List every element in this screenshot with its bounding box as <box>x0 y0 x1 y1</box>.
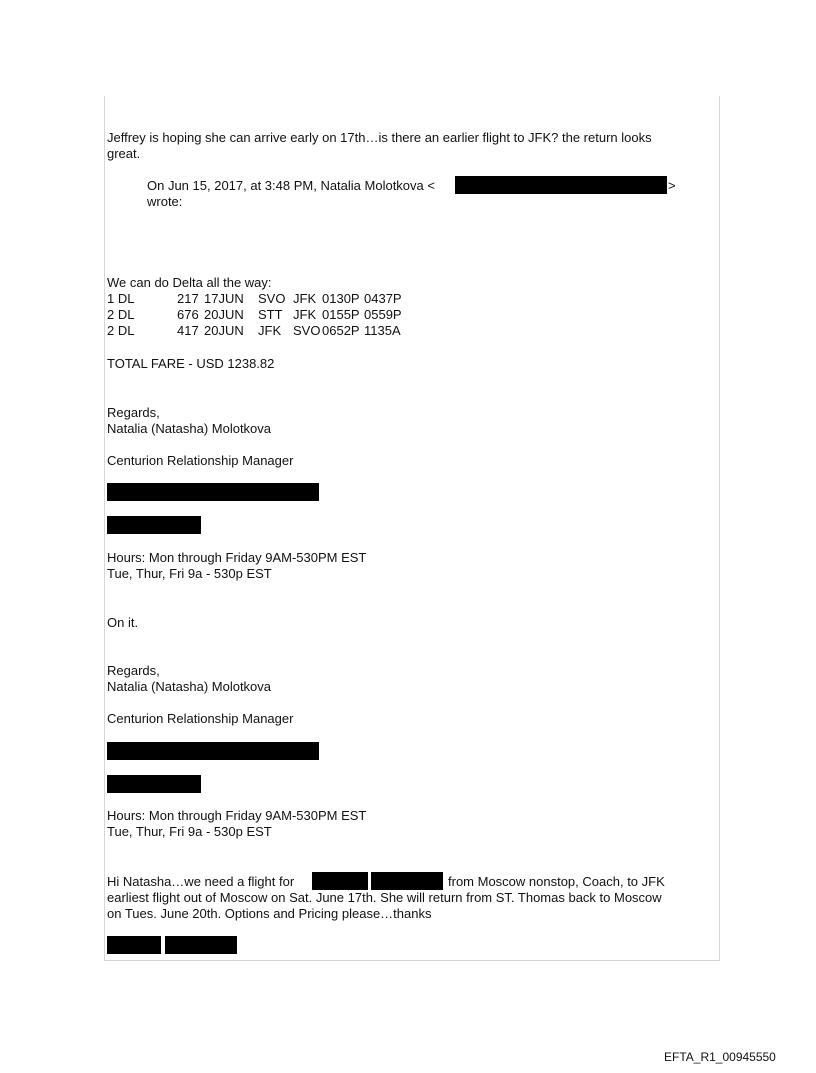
flight-destination: SVO <box>293 323 321 338</box>
signature-regards: Regards, <box>107 405 160 420</box>
flight-arrival: 1135A <box>364 323 401 338</box>
flight-row <box>107 291 427 307</box>
flight-number: 417 <box>177 323 199 338</box>
flight-destination: JFK <box>293 291 317 306</box>
signature-hours-2: Tue, Thur, Fri 9a - 530p EST <box>107 824 272 839</box>
flight-origin: STT <box>258 307 283 322</box>
total-fare: TOTAL FARE - USD 1238.82 <box>107 356 275 371</box>
redacted-last-name <box>371 872 443 890</box>
flight-segment: 1 DL <box>107 291 135 306</box>
flight-segment: 2 DL <box>107 307 135 322</box>
reply-line-1: Jeffrey is hoping she can arrive early on 17th…is there an earlier flight to JFK? the return looks <box>107 130 652 145</box>
flight-origin: JFK <box>258 323 282 338</box>
quote-header-suffix: > <box>668 178 676 193</box>
flight-segment: 2 DL <box>107 323 135 338</box>
flight-departure: 0130P <box>322 291 360 306</box>
flight-date: 17JUN <box>204 291 244 306</box>
document-id: EFTA_R1_00945550 <box>664 1050 776 1064</box>
flight-row <box>107 307 427 323</box>
redacted-email-address <box>455 176 667 194</box>
flight-number: 676 <box>177 307 199 322</box>
flight-date: 20JUN <box>204 307 244 322</box>
signature-name: Natalia (Natasha) Molotkova <box>107 679 272 694</box>
redacted-phone <box>107 775 201 793</box>
signature-name: Natalia (Natasha) Molotkova <box>107 421 272 436</box>
flight-destination: JFK <box>293 307 317 322</box>
redacted-contact-line <box>107 742 319 760</box>
signature-title: Centurion Relationship Manager <box>107 711 294 726</box>
redacted-first-name <box>312 872 368 890</box>
message-3-line-3: on Tues. June 20th. Options and Pricing please…thanks <box>107 906 432 921</box>
signature-hours-2: Tue, Thur, Fri 9a - 530p EST <box>107 566 272 581</box>
quote-header-line-2: wrote: <box>147 194 183 209</box>
flight-arrival: 0437P <box>364 291 402 306</box>
flight-departure: 0155P <box>322 307 360 322</box>
signature-hours-1: Hours: Mon through Friday 9AM-530PM EST <box>107 808 367 823</box>
flight-row <box>107 323 427 339</box>
flight-number: 217 <box>177 291 199 306</box>
redacted-sender-last <box>165 936 237 954</box>
flight-intro: We can do Delta all the way: <box>107 275 272 290</box>
flight-arrival: 0559P <box>364 307 402 322</box>
redacted-sender-first <box>107 936 161 954</box>
signature-regards: Regards, <box>107 663 160 678</box>
quote-header-prefix: On Jun 15, 2017, at 3:48 PM, Natalia Molotkova < <box>147 178 435 193</box>
signature-title: Centurion Relationship Manager <box>107 453 294 468</box>
message-3-line-2: earliest flight out of Moscow on Sat. June 17th. She will return from ST. Thomas back to Moscow <box>107 890 662 905</box>
signature-hours-1: Hours: Mon through Friday 9AM-530PM EST <box>107 550 367 565</box>
reply-line-2: great. <box>107 146 141 161</box>
message-2-body: On it. <box>107 615 139 630</box>
flight-origin: SVO <box>258 291 286 306</box>
message-3-line-1-prefix: Hi Natasha…we need a flight for <box>107 874 295 889</box>
flight-departure: 0652P <box>322 323 360 338</box>
redacted-phone <box>107 516 201 534</box>
flight-date: 20JUN <box>204 323 244 338</box>
redacted-contact-line <box>107 483 319 501</box>
message-3-line-1-suffix: from Moscow nonstop, Coach, to JFK <box>448 874 665 889</box>
